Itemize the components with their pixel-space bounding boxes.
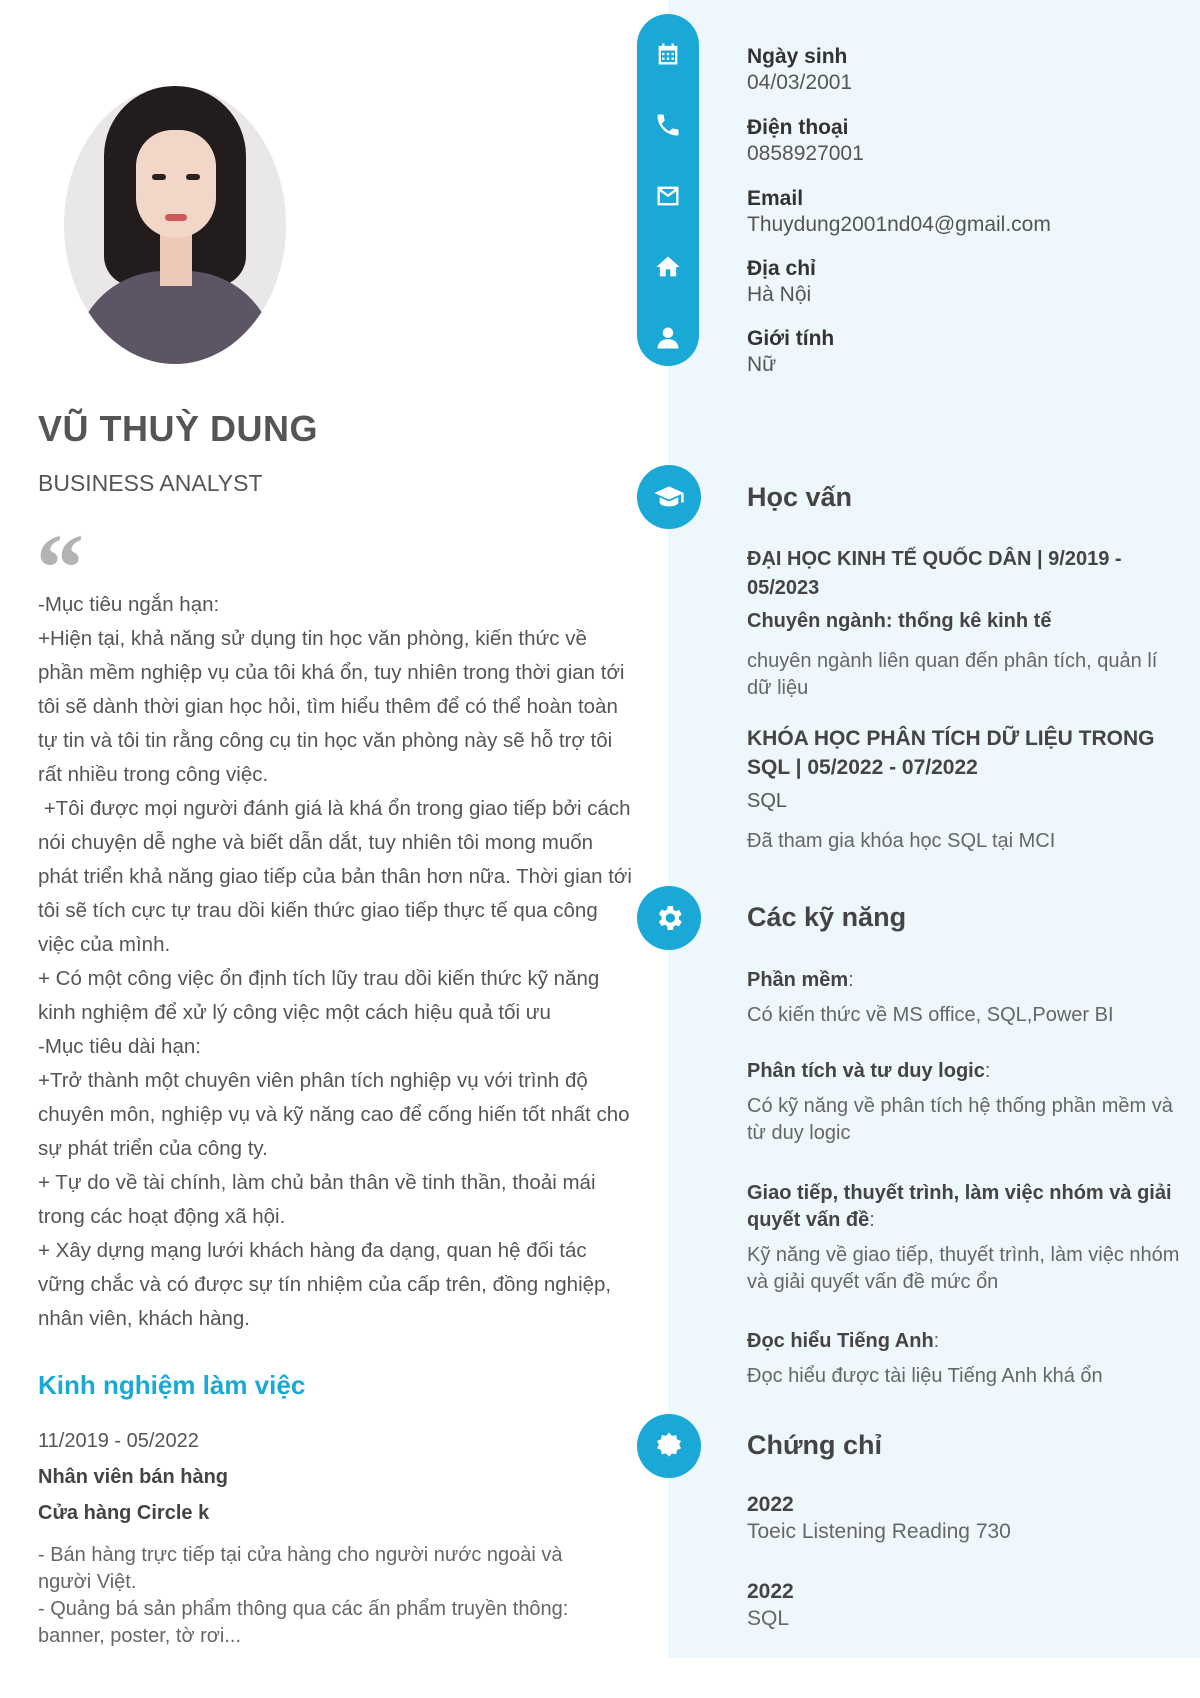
gear-icon: [637, 886, 701, 950]
contact-icon-bar: [637, 14, 699, 366]
address-label: Địa chỉ: [747, 257, 816, 280]
graduation-cap-icon: [637, 465, 701, 529]
career-objective: -Mục tiêu ngắn hạn: +Hiện tại, khả năng sử dụng tin học văn phòng, kiến thức về phần mềm nghiệp vụ của tôi khá ổn, tuy nhiên trong thời gian tới tôi sẽ dành thời gian học hỏi, tìm hiểu thêm để có thể hoàn toàn tự tin và tôi tin rằng công cụ tin học văn phòng này sẽ hỗ trợ tôi rất nhiều trong công việc. +Tôi được mọi người đánh giá là khá ổn trong giao tiếp bởi cách nói chuyện dễ nghe và biết dẫn dắt, tuy nhiên tôi mong muốn phát triển khả năng giao tiếp của bản thân hơn nữa. Thời gian tới tôi sẽ tích cực tự trau dồi kiến thức giao tiếp thực tế qua công việc của mình. + Có một công việc ổn định tích lũy trau dồi kiến thức kỹ năng kinh nghiệm để xử lý công việc một cách hiệu quả tối ưu -Mục tiêu dài hạn: +Trở thành một chuyên viên phân tích nghiệp vụ với trình độ chuyên môn, nghiệp vụ và kỹ năng cao để cống hiến tốt nhất cho sự phát triển của công ty. + Tự do về tài chính, làm chủ bản thân về tinh thần, thoải mái trong các hoạt động xã hội. + Xây dựng mạng lưới khách hàng đa dạng, quan hệ đối tác vững chắc và có được sự tín nhiệm của cấp trên, đồng nghiệp, nhân viên, khách hàng.: [38, 593, 632, 1330]
skill-item-2: [747, 1058, 1187, 1085]
contact-address: [747, 256, 816, 308]
phone-icon: [637, 105, 699, 145]
education-heading-2: KHÓA HỌC PHÂN TÍCH DỮ LIỆU TRONG SQL | 05/2022 - 07/2022: [747, 727, 1155, 779]
education-title: Học vấn: [747, 482, 853, 512]
certificates-title: Chứng chỉ: [747, 1430, 883, 1460]
skills-title: Các kỹ năng: [747, 902, 907, 932]
education-desc-2: Đã tham gia khóa học SQL tại MCI: [747, 830, 1056, 852]
skill-sep-1: :: [848, 969, 854, 991]
certificate-year-2: 2022: [747, 1580, 794, 1603]
gender-label: Giới tính: [747, 327, 835, 350]
education-subtitle-1: Chuyên ngành: thống kê kinh tế: [747, 610, 1052, 632]
experience-desc-1: - Bán hàng trực tiếp tại cửa hàng cho người nước ngoài và người Việt.: [38, 1544, 563, 1593]
certificate-name-2: SQL: [747, 1607, 790, 1630]
phone-label: Điện thoại: [747, 116, 849, 139]
skill-desc-4: Đọc hiểu được tài liệu Tiếng Anh khá ổn: [747, 1365, 1103, 1387]
home-icon: [637, 247, 699, 287]
email-value: Thuydung2001nd04@gmail.com: [747, 213, 1051, 236]
quote-icon: “: [36, 514, 84, 621]
skill-name-1: Phần mềm: [747, 969, 849, 991]
skill-desc-2: Có kỹ năng về phân tích hệ thống phần mềm và từ duy logic: [747, 1095, 1173, 1144]
skill-sep-3: :: [869, 1209, 875, 1231]
education-heading-1: ĐẠI HỌC KINH TẾ QUỐC DÂN | 9/2019 - 05/2023: [747, 548, 1122, 599]
mail-icon: [637, 176, 699, 216]
contact-email: [747, 186, 1051, 238]
contact-birthday: [747, 44, 852, 96]
address-value: Hà Nội: [747, 283, 812, 306]
education-subtitle-2: SQL: [747, 790, 788, 812]
skill-name-3: Giao tiếp, thuyết trình, làm việc nhóm và giải quyết vấn đề: [747, 1182, 1172, 1231]
email-label: Email: [747, 187, 804, 210]
skill-name-2: Phân tích và tư duy logic: [747, 1060, 985, 1082]
experience-title: Kinh nghiệm làm việc: [38, 1370, 306, 1400]
person-name: VŨ THUỲ DUNG: [38, 408, 319, 449]
birthday-value: 04/03/2001: [747, 71, 853, 94]
skill-sep-2: :: [984, 1060, 991, 1082]
certificate-year-1: 2022: [747, 1493, 794, 1516]
experience-position: Nhân viên bán hàng: [38, 1466, 229, 1488]
user-icon: [637, 318, 699, 358]
gender-value: Nữ: [747, 353, 777, 376]
certificate-name-1: Toeic Listening Reading 730: [747, 1520, 1011, 1543]
skill-name-4: Đọc hiểu Tiếng Anh: [747, 1330, 934, 1352]
contact-phone: [747, 115, 864, 167]
phone-value: 0858927001: [747, 142, 864, 165]
experience-desc-2: - Quảng bá sản phẩm thông qua các ấn phẩm truyền thông: banner, poster, tờ rơi...: [38, 1598, 569, 1647]
calendar-icon: [637, 34, 699, 74]
skill-item-3: [747, 1180, 1187, 1234]
skill-item-4: [747, 1328, 1187, 1355]
skill-desc-1: Có kiến thức về MS office, SQL,Power BI: [747, 1004, 1114, 1026]
experience-date: 11/2019 - 05/2022: [38, 1430, 199, 1452]
experience-company: Cửa hàng Circle k: [38, 1502, 210, 1524]
birthday-label: Ngày sinh: [747, 45, 848, 68]
experience-description: [38, 1542, 618, 1650]
contact-gender: [747, 326, 834, 378]
education-desc-1: chuyên ngành liên quan đến phân tích, quản lí dữ liệu: [747, 650, 1158, 699]
badge-icon: [637, 1414, 701, 1478]
skill-desc-3: Kỹ năng về giao tiếp, thuyết trình, làm việc nhóm và giải quyết vấn đề mức ổn: [747, 1244, 1180, 1293]
job-title: BUSINESS ANALYST: [38, 470, 263, 496]
skill-item-1: [747, 967, 1187, 994]
avatar: [64, 86, 286, 364]
skill-sep-4: :: [933, 1330, 940, 1352]
